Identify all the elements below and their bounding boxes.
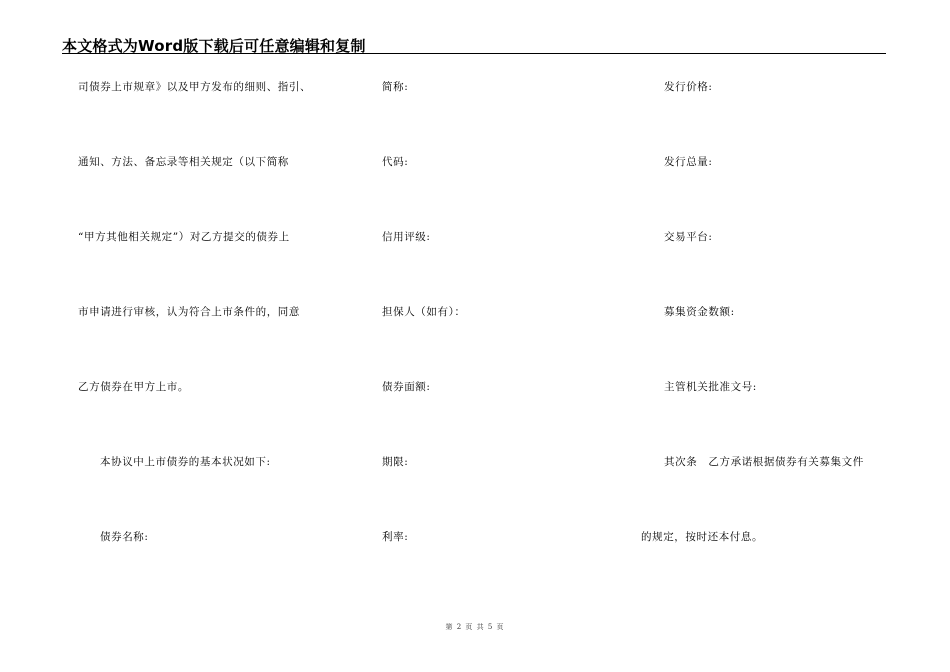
left-line-6: 本协议中上市债券的基本状况如下:: [100, 456, 271, 468]
right-field-trading-platform: 交易平台:: [664, 231, 713, 243]
right-field-funds-raised: 募集资金数额:: [664, 306, 735, 318]
middle-field-guarantor: 担保人（如有）：: [382, 306, 466, 318]
middle-field-short-name: 简称:: [382, 81, 409, 93]
middle-field-code: 代码:: [382, 156, 409, 168]
page-number-footer: 第 2 页 共 5 页: [445, 623, 505, 631]
left-line-3: “甲方其他相关规定”）对乙方提交的债券上: [78, 231, 290, 243]
left-line-7: 债券名称:: [100, 531, 149, 543]
left-line-1: 司债券上市规章》以及甲方发布的细则、指引、: [78, 81, 312, 93]
middle-field-interest-rate: 利率:: [382, 531, 409, 543]
right-field-issue-price: 发行价格:: [664, 81, 713, 93]
right-article-2-line-2: 的规定，按时还本付息。: [641, 531, 764, 543]
left-line-4: 市申请进行审核，认为符合上市条件的，同意: [78, 306, 300, 318]
middle-field-term: 期限:: [382, 456, 409, 468]
left-line-2: 通知、方法、备忘录等相关规定（以下简称: [78, 156, 289, 168]
right-field-issue-volume: 发行总量:: [664, 156, 713, 168]
middle-field-face-value: 债券面额:: [382, 381, 431, 393]
document-header-title: 本文格式为Word版下载后可任意编辑和复制: [62, 37, 366, 55]
header-divider: [62, 53, 886, 54]
right-article-2-line-1: 其次条 乙方承诺根据债券有关募集文件: [664, 456, 864, 468]
right-field-approval-number: 主管机关批准文号:: [664, 381, 757, 393]
middle-field-credit-rating: 信用评级:: [382, 231, 431, 243]
left-line-5: 乙方债券在甲方上市。: [78, 381, 189, 393]
